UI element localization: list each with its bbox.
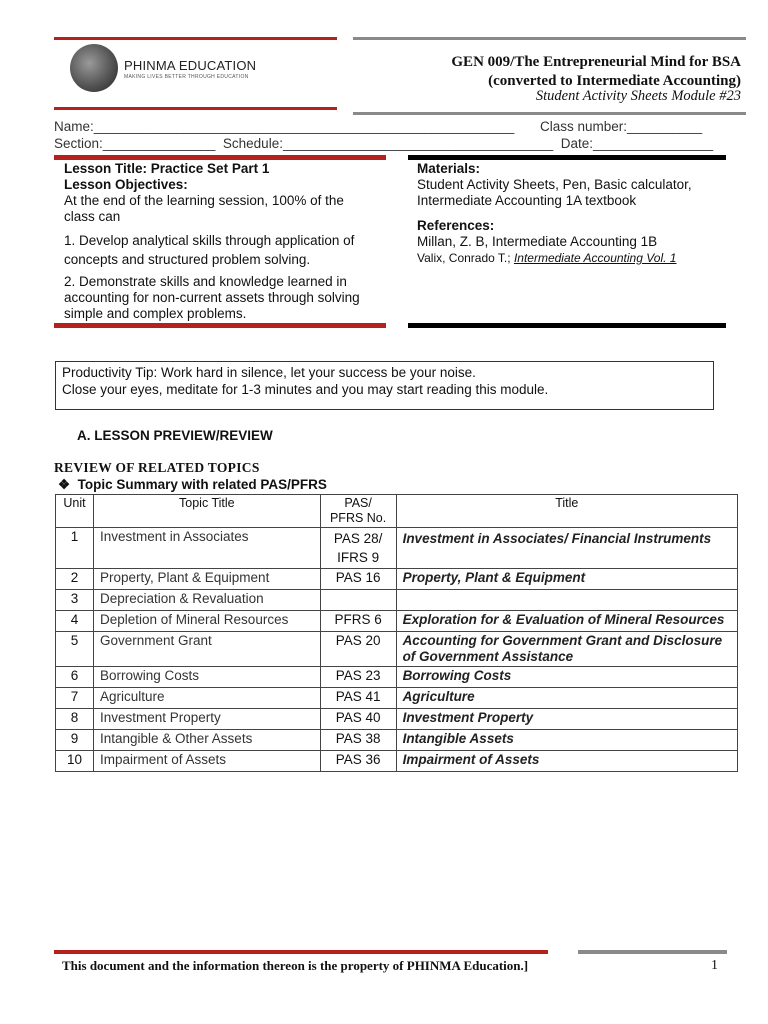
footer-rule-gray <box>578 950 727 954</box>
footer-rule-red <box>54 950 548 954</box>
column-header-topic-title: Topic Title <box>93 495 320 528</box>
lesson-rule-bottom <box>54 323 386 328</box>
topic-title-cell: Investment Property <box>93 709 320 730</box>
objectives-heading: Lesson Objectives: <box>64 177 188 192</box>
page-number: 1 <box>711 958 718 973</box>
table-row <box>56 611 738 632</box>
topic-title-cell: Borrowing Costs <box>93 667 320 688</box>
lesson-rule-top <box>54 155 386 160</box>
unit-cell: 2 <box>56 569 94 590</box>
review-heading: REVIEW OF RELATED TOPICS <box>54 460 260 475</box>
table-row <box>56 730 738 751</box>
diamond-bullet-icon: ❖ <box>58 477 71 492</box>
unit-cell: 6 <box>56 667 94 688</box>
unit-cell: 7 <box>56 688 94 709</box>
column-header-title: Title <box>396 495 737 528</box>
title-cell: Exploration for & Evaluation of Mineral Resources <box>396 611 737 632</box>
footer-notice: This document and the information thereon is the property of PHINMA Education.] <box>62 958 529 973</box>
objective-1: 1. Develop analytical skills through application of concepts and structured problem solving. <box>64 233 355 267</box>
table-row <box>56 709 738 730</box>
header-rule-gray-bottom <box>353 112 746 115</box>
class-number-field: Class number:__________ <box>540 119 703 134</box>
logo-emblem-icon <box>70 44 118 92</box>
unit-cell: 10 <box>56 751 94 772</box>
topic-summary-heading <box>58 477 327 493</box>
reference-2 <box>417 250 722 266</box>
reference-2-title: Intermediate Accounting Vol. 1 <box>513 251 677 265</box>
reference-2-author: Valix, Conrado T.; <box>417 251 514 265</box>
title-cell: Intangible Assets <box>396 730 737 751</box>
section-a-heading: A. LESSON PREVIEW/REVIEW <box>77 428 273 443</box>
logo-name: PHINMA EDUCATION <box>124 58 257 73</box>
productivity-tip-box <box>55 361 714 410</box>
table-row <box>56 751 738 772</box>
title-cell: Accounting for Government Grant and Disclosure of Government Assistance <box>396 632 737 667</box>
column-header-unit: Unit <box>56 495 94 528</box>
table-row <box>56 688 738 709</box>
unit-cell: 8 <box>56 709 94 730</box>
materials-heading: Materials: <box>417 161 481 176</box>
section-schedule-date-field: Section:_______________ Schedule:____________________________________ Date:________________ <box>54 136 714 151</box>
tip-line-1: Productivity Tip: Work hard in silence, let your success be your noise. <box>62 365 476 380</box>
title-cell: Property, Plant & Equipment <box>396 569 737 590</box>
pas-no-cell: PAS 20 <box>320 632 396 667</box>
references-heading: References: <box>417 218 495 233</box>
name-field: Name:________________________________________________________ <box>54 119 515 134</box>
title-cell: Investment in Associates/ Financial Instruments <box>396 528 737 569</box>
header-rule-red <box>54 37 337 40</box>
table-row <box>56 569 738 590</box>
topic-title-cell: Depletion of Mineral Resources <box>93 611 320 632</box>
reference-1: Millan, Z. B, Intermediate Accounting 1B <box>417 234 658 249</box>
table-header-row <box>56 495 738 528</box>
pas-no-cell <box>320 590 396 611</box>
pas-no-cell: PAS 28/ IFRS 9 <box>320 528 396 569</box>
topic-title-cell: Investment in Associates <box>93 528 320 569</box>
column-header-pas-no: PAS/ PFRS No. <box>320 495 396 528</box>
unit-cell: 4 <box>56 611 94 632</box>
title-cell: Agriculture <box>396 688 737 709</box>
unit-cell: 9 <box>56 730 94 751</box>
materials-column <box>417 161 722 266</box>
title-cell: Borrowing Costs <box>396 667 737 688</box>
lesson-column <box>64 161 376 322</box>
topic-summary-label: Topic Summary with related PAS/PFRS <box>77 477 327 492</box>
pas-no-cell: PAS 40 <box>320 709 396 730</box>
pas-no-cell: PAS 23 <box>320 667 396 688</box>
table-row <box>56 632 738 667</box>
pas-no-cell: PFRS 6 <box>320 611 396 632</box>
pas-no-cell: PAS 41 <box>320 688 396 709</box>
objective-2: 2. Demonstrate skills and knowledge learned in accounting for non-current assets through solving simple and complex problems. <box>64 274 360 321</box>
title-cell: Investment Property <box>396 709 737 730</box>
topic-summary-table <box>55 494 738 772</box>
course-title <box>451 53 741 91</box>
logo-tagline: MAKING LIVES BETTER THROUGH EDUCATION <box>124 74 249 80</box>
title-cell <box>396 590 737 611</box>
unit-cell: 3 <box>56 590 94 611</box>
table-row <box>56 667 738 688</box>
unit-cell: 5 <box>56 632 94 667</box>
materials-text: Student Activity Sheets, Pen, Basic calculator, Intermediate Accounting 1A textbook <box>417 177 692 208</box>
pas-no-cell: PAS 16 <box>320 569 396 590</box>
table-row <box>56 590 738 611</box>
topic-title-cell: Government Grant <box>93 632 320 667</box>
header-rule-red-bottom <box>54 107 337 110</box>
course-line1: GEN 009/The Entrepreneurial Mind for BSA <box>451 54 741 70</box>
topic-title-cell: Property, Plant & Equipment <box>93 569 320 590</box>
course-line2: (converted to Intermediate Accounting) <box>488 73 741 89</box>
module-label: Student Activity Sheets Module #23 <box>535 88 741 104</box>
pas-no-cell: PAS 38 <box>320 730 396 751</box>
materials-rule-bottom <box>408 323 726 328</box>
materials-rule-top <box>408 155 726 160</box>
lesson-title: Lesson Title: Practice Set Part 1 <box>64 161 270 176</box>
pas-no-cell: PAS 36 <box>320 751 396 772</box>
topic-title-cell: Depreciation & Revaluation <box>93 590 320 611</box>
header-rule-gray <box>353 37 746 40</box>
table-row <box>56 528 738 569</box>
title-cell: Impairment of Assets <box>396 751 737 772</box>
topic-title-cell: Agriculture <box>93 688 320 709</box>
objectives-intro: At the end of the learning session, 100% of the class can <box>64 193 344 224</box>
topic-title-cell: Intangible & Other Assets <box>93 730 320 751</box>
topic-title-cell: Impairment of Assets <box>93 751 320 772</box>
unit-cell: 1 <box>56 528 94 569</box>
tip-line-2: Close your eyes, meditate for 1-3 minutes and you may start reading this module. <box>62 382 549 397</box>
